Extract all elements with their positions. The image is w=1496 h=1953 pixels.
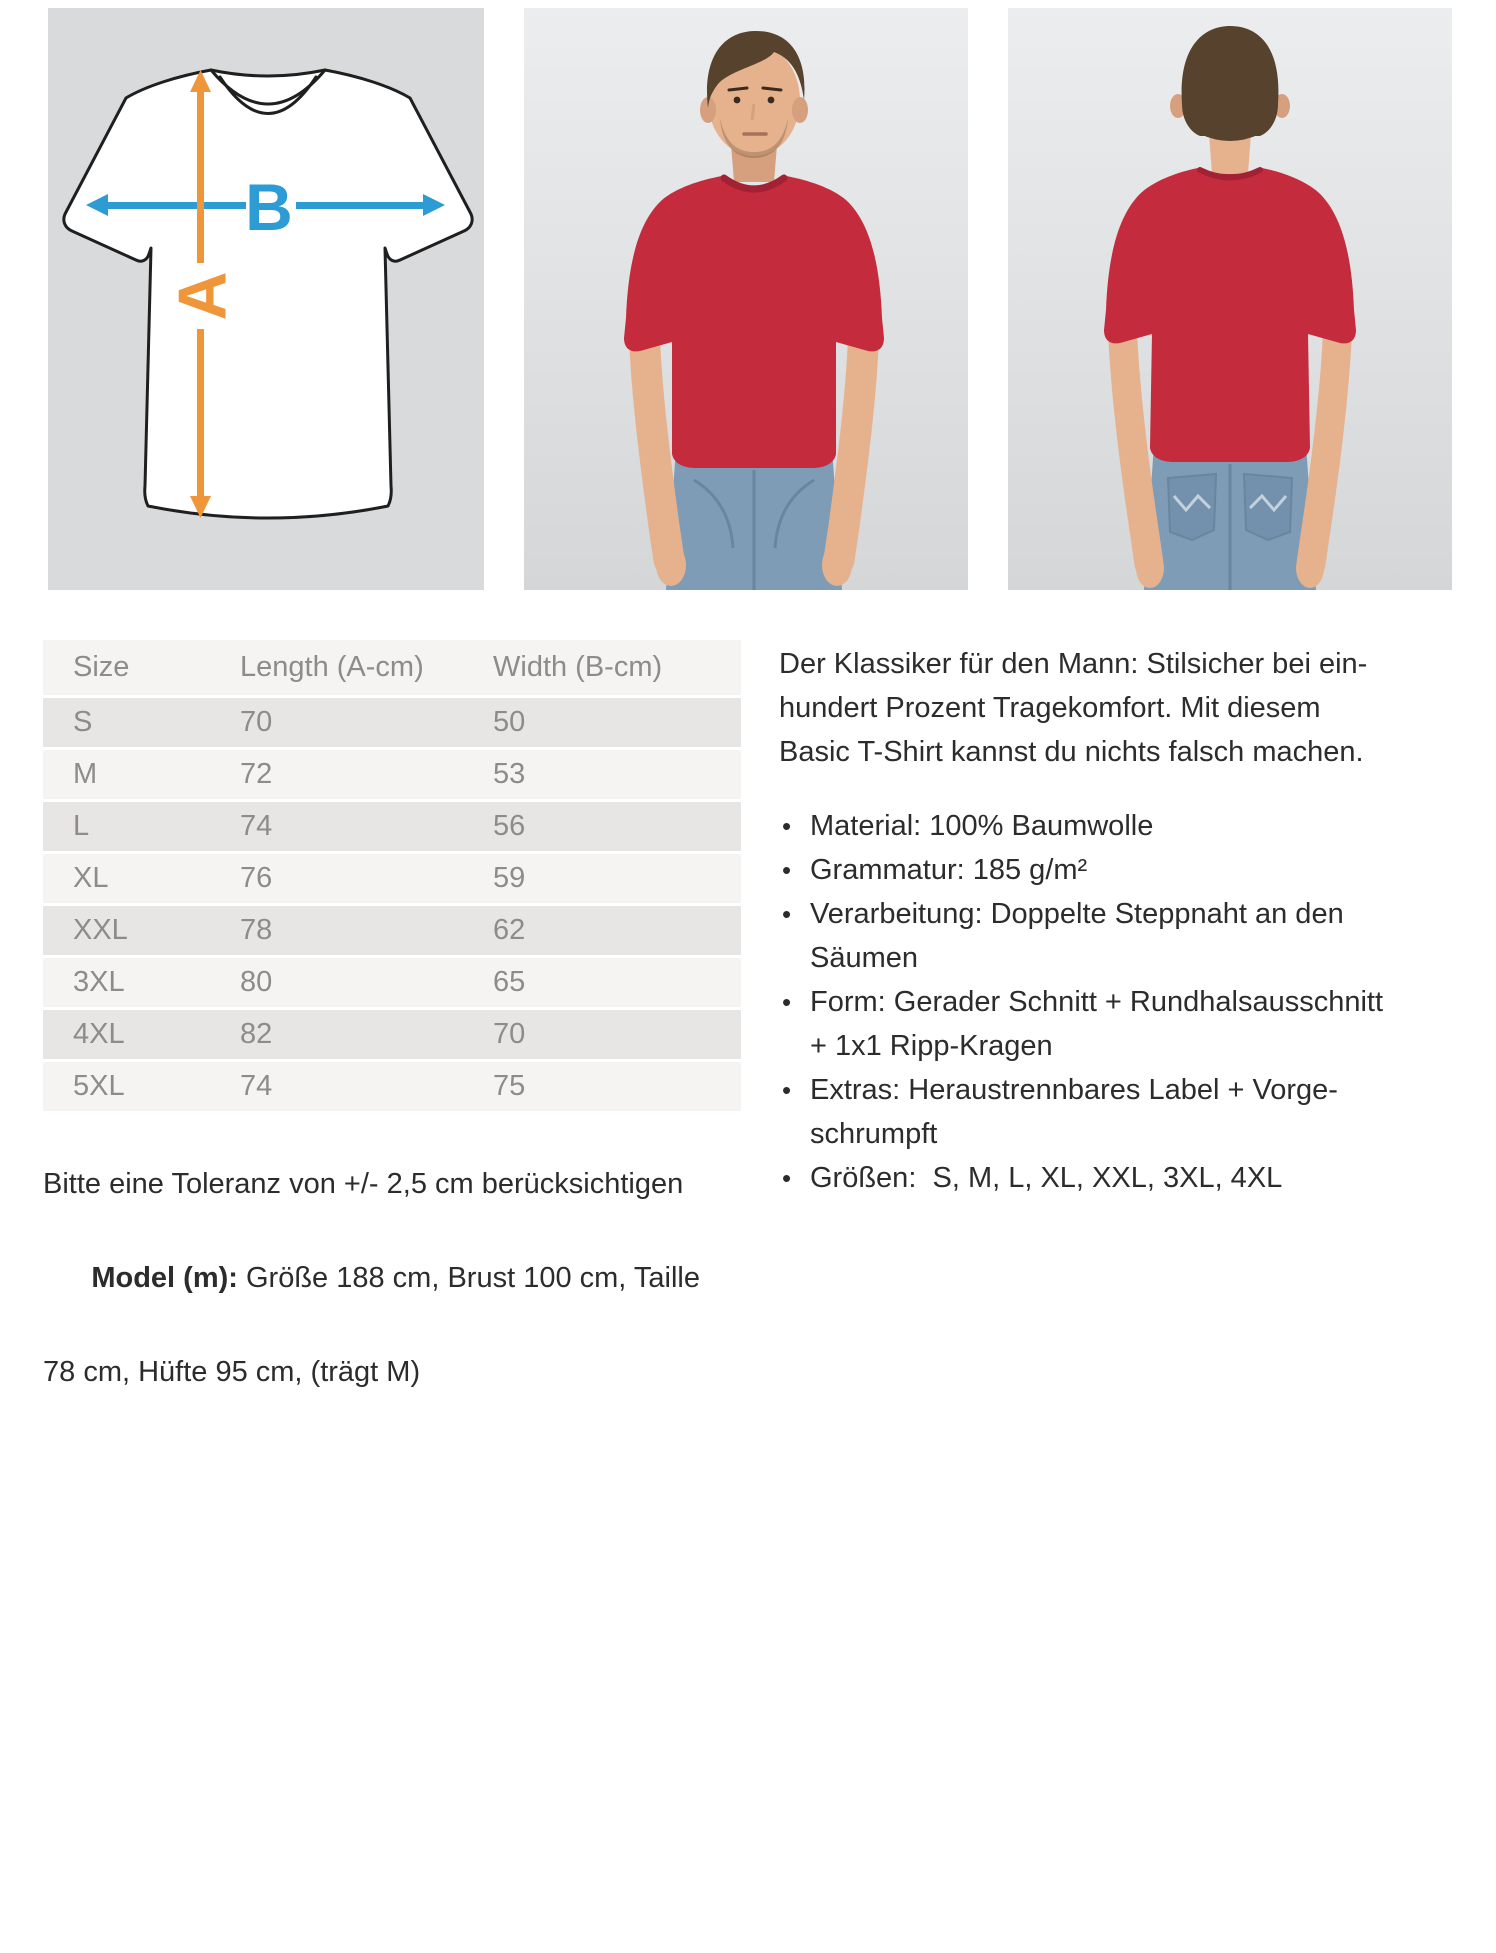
table-row-4xl: 4XL 82 70 (43, 1009, 741, 1061)
size-table-header-row (43, 640, 741, 697)
description-line: Basic T-Shirt kannst du nichts falsch machen. (779, 736, 1364, 768)
table-row-3xl: 3XL 80 65 (43, 957, 741, 1009)
product-description (779, 642, 1469, 1200)
label-a: A (164, 271, 241, 321)
table-row-l: L 74 56 (43, 801, 741, 853)
list-item-extras: • Extras: Heraustrennbares Label + Vorge- schrumpft (779, 1068, 1469, 1156)
table-row-m: M 72 53 (43, 749, 741, 801)
front-photo-svg (524, 8, 968, 590)
table-row-5xl: 5XL 74 75 (43, 1061, 741, 1113)
col-header-width: Width (B-cm) (493, 640, 741, 697)
list-item-grammatur: • Grammatur: 185 g/m² (779, 848, 1469, 892)
feature-list (779, 804, 1469, 1200)
description-line: Der Klassiker für den Mann: Stilsicher bei ein- (779, 648, 1368, 680)
model-info-text: Größe 188 cm, Brust 100 cm, Taille (237, 1262, 700, 1294)
list-item-form: • Form: Gerader Schnitt + Rundhalsausschnitt + 1x1 Ripp-Kragen (779, 980, 1469, 1068)
description-paragraph (779, 642, 1469, 774)
col-header-size: Size (43, 640, 240, 697)
table-row-s: S 70 50 (43, 697, 741, 749)
tolerance-note (43, 1161, 700, 1396)
model-info-line (43, 1208, 700, 1349)
col-header-length: Length (A-cm) (240, 640, 493, 697)
product-images-row (48, 8, 1452, 590)
size-diagram-svg (48, 8, 484, 590)
model-label: Model (m): (91, 1262, 238, 1294)
model-info-line2: 78 cm, Hüfte 95 cm, (trägt M) (43, 1356, 421, 1388)
product-photo-back[interactable] (1008, 8, 1452, 590)
size-diagram-image[interactable] (48, 8, 484, 590)
table-row-xl: XL 76 59 (43, 853, 741, 905)
list-item-groessen: • Größen: S, M, L, XL, XXL, 3XL, 4XL (779, 1156, 1469, 1200)
description-line: hundert Prozent Tragekomfort. Mit diesem (779, 692, 1321, 724)
list-item-verarbeitung: • Verarbeitung: Doppelte Steppnaht an den Säumen (779, 892, 1469, 980)
size-table (43, 640, 741, 1114)
product-photo-front[interactable] (524, 8, 968, 590)
list-item-material: • Material: 100% Baumwolle (779, 804, 1469, 848)
arrow-b-left-line (106, 202, 246, 209)
back-photo-svg (1008, 8, 1452, 590)
table-row-xxl: XXL 78 62 (43, 905, 741, 957)
label-b: B (245, 170, 293, 244)
tolerance-line: Bitte eine Toleranz von +/- 2,5 cm berücksichtigen (43, 1168, 684, 1200)
back-hair (1182, 26, 1279, 136)
arrow-b-right-line (296, 202, 425, 209)
